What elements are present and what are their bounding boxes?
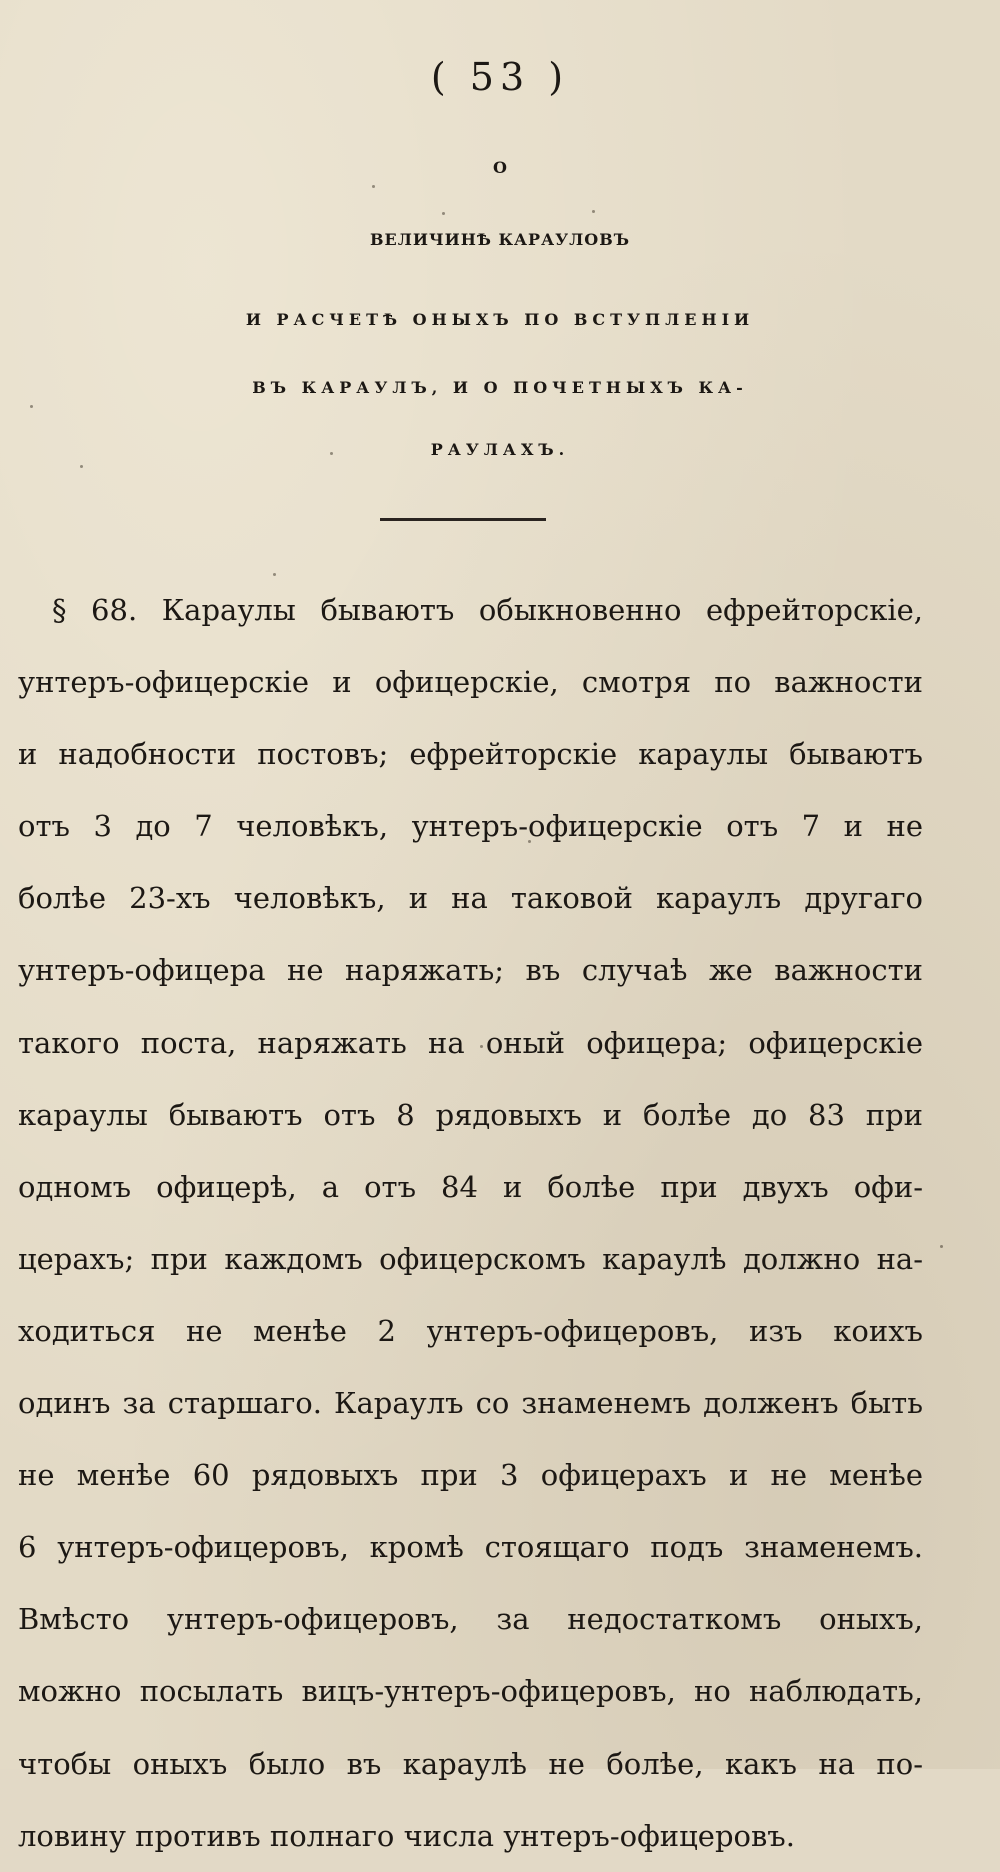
paper-speck — [442, 212, 445, 215]
text-line: Вмѣсто унтеръ-офицеровъ, за недостаткомъ оныхъ, — [18, 1602, 923, 1637]
text-line: ходиться не менѣе 2 унтеръ-офицеровъ, изъ коихъ — [18, 1313, 923, 1348]
section-paragraph — [18, 574, 923, 1872]
text-line: караулы бываютъ отъ 8 рядовыхъ и болѣе до 83 при — [18, 1097, 923, 1132]
text-line: унтеръ-офицера не наряжать; въ случаѣ же важности — [18, 953, 923, 988]
text-line: церахъ; при каждомъ офицерскомъ караулѣ должно на- — [18, 1241, 923, 1276]
heading-subtitle-line-1: И РАСЧЕТѢ ОНЫХЪ ПО ВСТУПЛЕНІИ — [245, 310, 755, 329]
text-line: ловину противъ полнаго числа унтеръ-офицеровъ. — [18, 1818, 795, 1853]
text-line: можно посылать вицъ-унтеръ-офицеровъ, но наблюдать, — [18, 1674, 923, 1709]
paper-speck — [30, 405, 33, 408]
text-line: отъ 3 до 7 человѣкъ, унтеръ-офицерскіе отъ 7 и не — [18, 809, 923, 844]
heading-subtitle-line-3: РАУЛАХЪ. — [430, 440, 570, 459]
paper-speck — [80, 465, 83, 468]
text-line: одинъ за старшаго. Караулъ со знаменемъ долженъ быть — [18, 1386, 923, 1421]
text-line: такого поста, наряжать на оный офицера; офицерскіе — [18, 1025, 923, 1060]
paper-speck — [940, 1245, 943, 1248]
heading-title: ВЕЛИЧИНѢ КАРАУЛОВЪ — [369, 230, 631, 249]
paper-speck — [372, 185, 375, 188]
heading-preposition: О — [493, 158, 507, 177]
text-line: одномъ офицерѣ, а отъ 84 и болѣе при двухъ офи- — [18, 1169, 923, 1204]
text-line: § 68. Караулы бываютъ обыкновенно ефрейторскіе, — [52, 593, 923, 627]
text-line: 6 унтеръ-офицеровъ, кромѣ стоящаго подъ знаменемъ. — [18, 1530, 923, 1565]
text-line: унтеръ-офицерскіе и офицерскіе, смотря по важности — [18, 665, 923, 700]
text-line: и надобности постовъ; ефрейторскіе караулы бываютъ — [18, 737, 923, 772]
text-line: чтобы оныхъ было въ караулѣ не болѣе, какъ на по- — [18, 1746, 923, 1781]
text-line: не менѣе 60 рядовыхъ при 3 офицерахъ и не менѣе — [18, 1458, 923, 1493]
paper-speck — [592, 210, 595, 213]
heading-subtitle-line-2: ВЪ КАРАУЛЪ, И О ПОЧЕТНЫХЪ КА- — [252, 378, 748, 397]
text-line: болѣе 23-хъ человѣкъ, и на таковой караулъ другаго — [18, 881, 923, 916]
page-number: ( 53 ) — [430, 55, 570, 99]
section-divider — [380, 518, 546, 521]
